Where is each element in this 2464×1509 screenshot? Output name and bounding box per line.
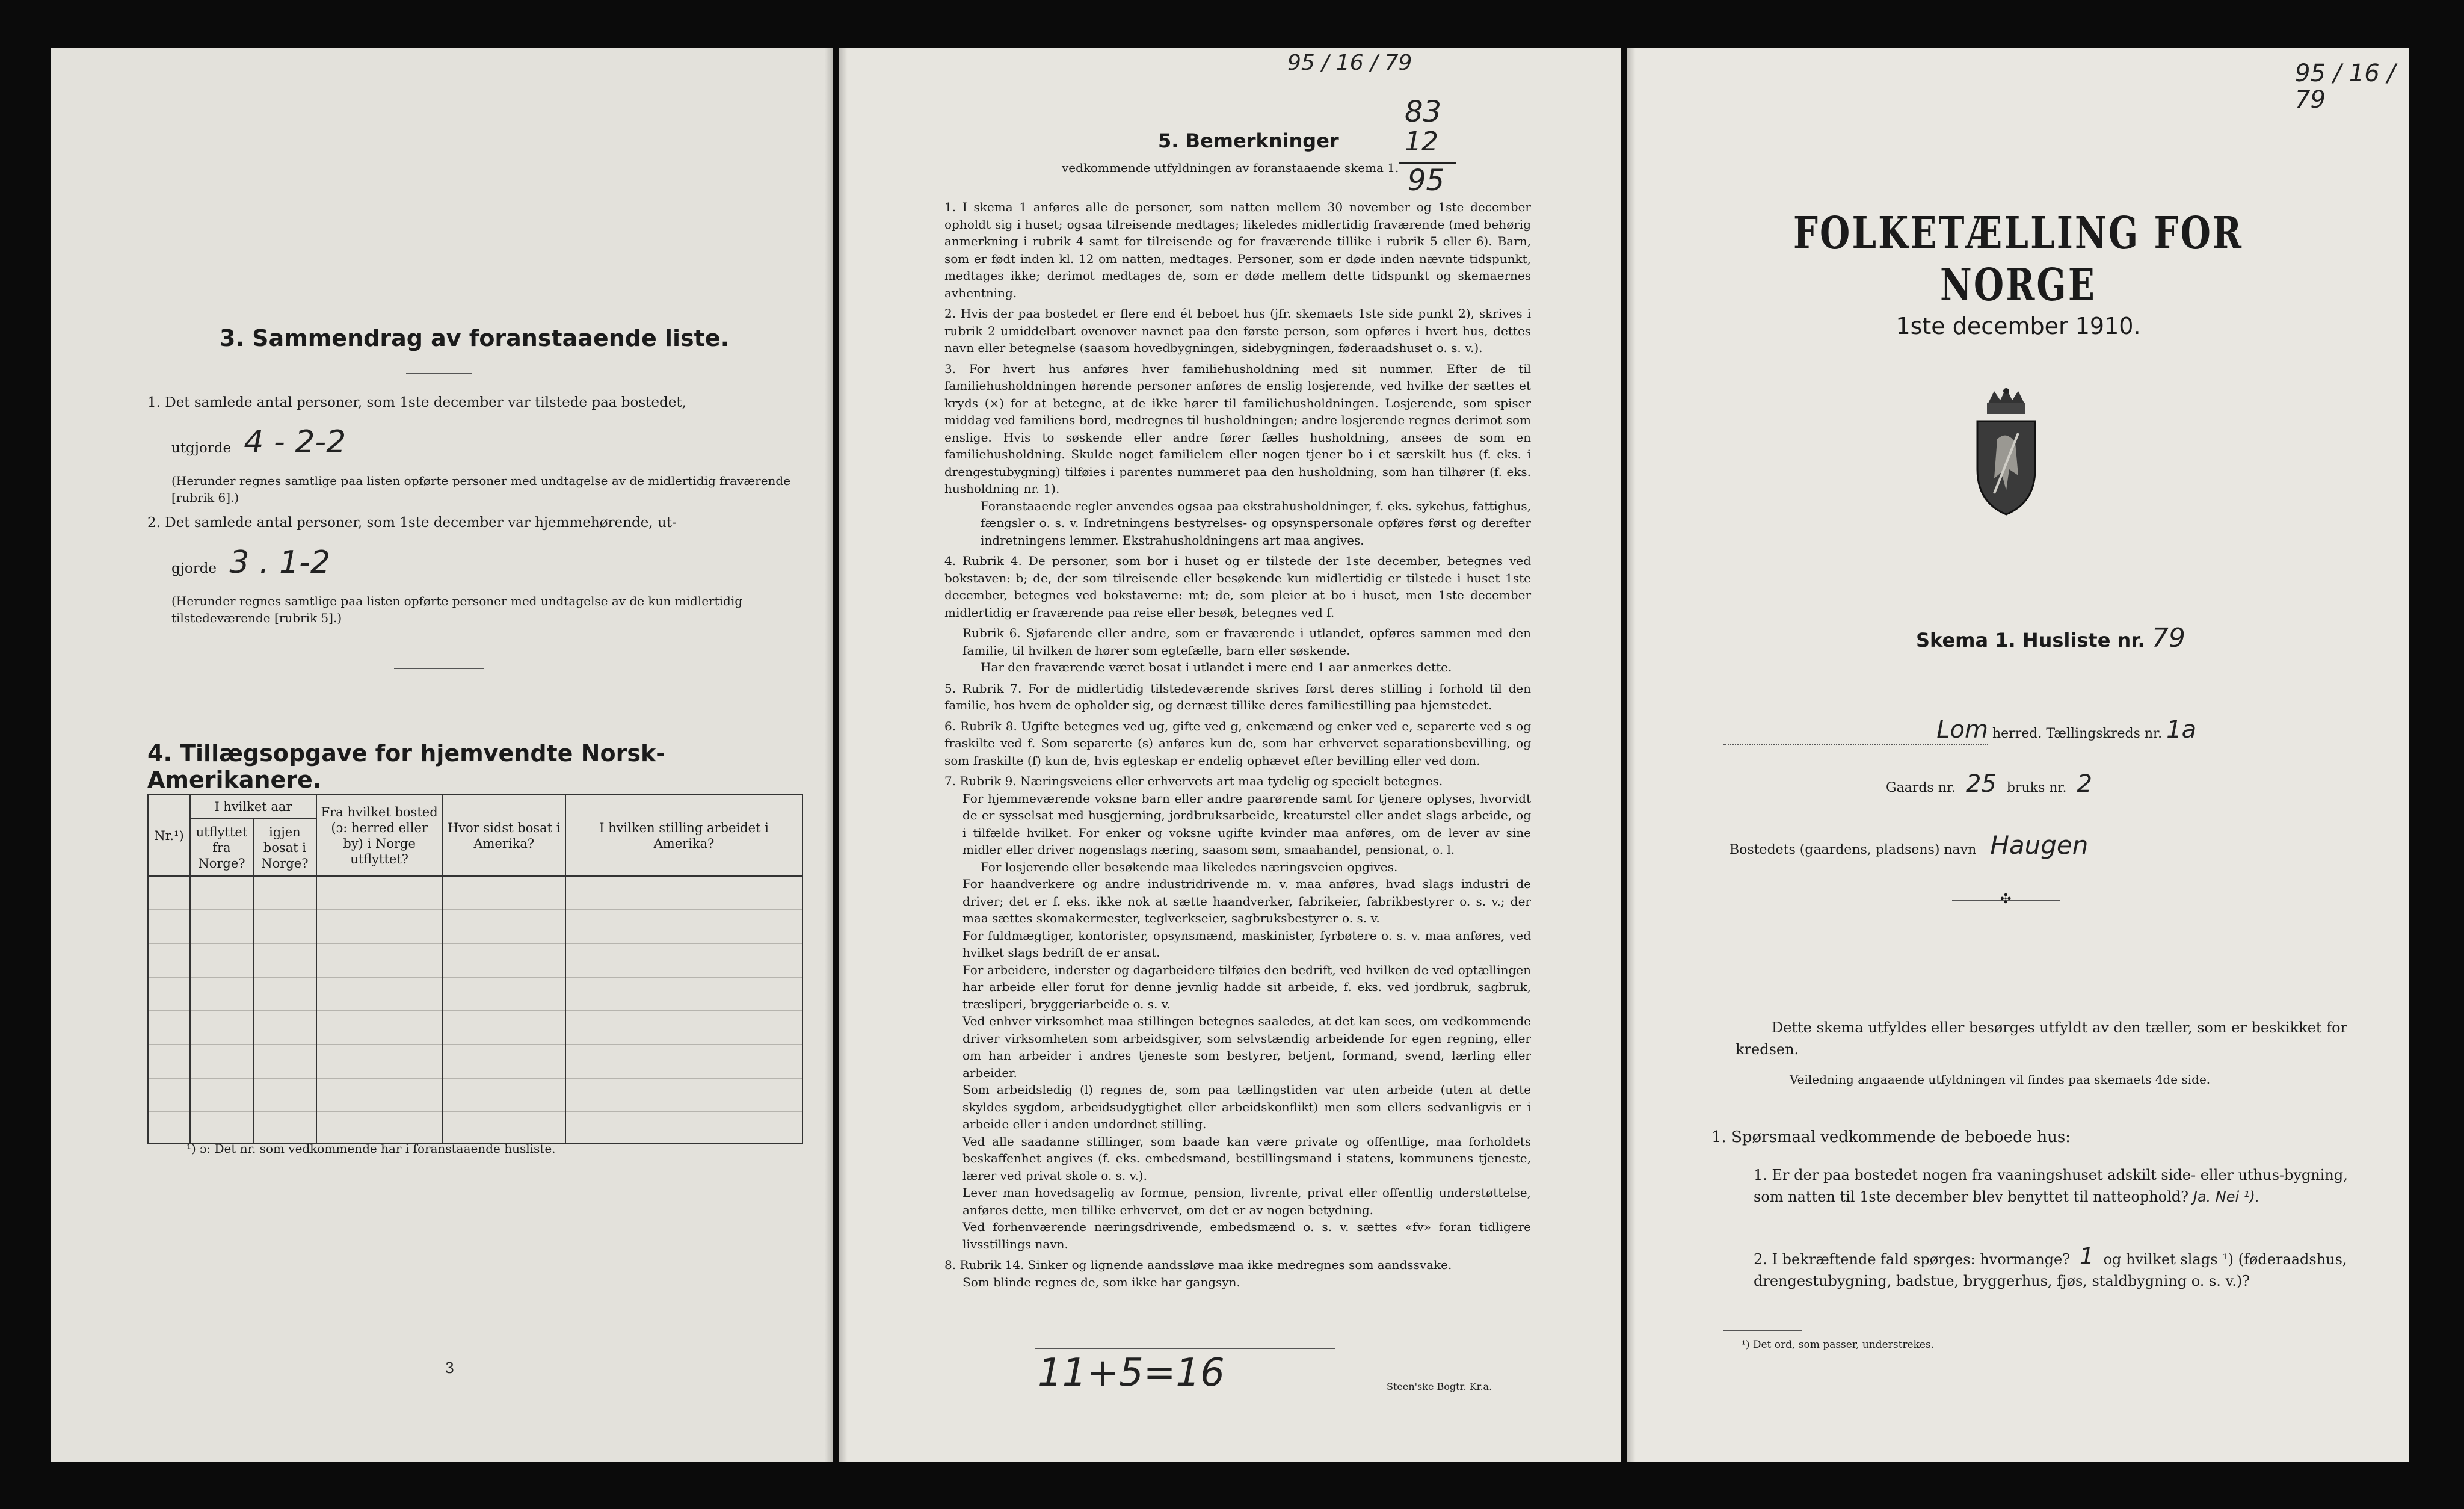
side-sum-top: 83	[1405, 95, 1442, 129]
remark-3: 3. For hvert hus anføres hver familiehusholdning med sit nummer. Efter de til familiehusholdningen hørende personer anføres de enslig losjerende, ved hvilke der sættes et kryds (×) for at betegne, at de ikke hører til familiehusholdningen. Losjerende, som spiser middag ved familiens bord, medregnes til husholdningen; andre losjerende regnes derimot som enslige. Hvis to søskende eller andre fører fælles husholdning, ansees de som en familiehusholdning. Skulde noget familielem eller nogen tjener bo i et særskilt hus (f. eks. i drengestubygning) tilføies i parentes nummeret paa den husholdning, som han tilhører (f. eks. husholdning nr. 1).	[944, 361, 1531, 496]
remark-4: 4. Rubrik 4. De personer, som bor i huset og er tilstede der 1ste december, betegnes ved bokstaven: b; de, der som tilreisende eller besøkende kun midlertidig er tilstede i huset 1ste december, betegnes ved bokstaverne: mt; de, som pleier at bo i huset, men 1ste december midlertidig er fraværende paa reise eller besøk, betegnes ved f.	[944, 554, 1531, 620]
col-header-position: I hvilken stilling arbeidet i Amerika?	[565, 795, 802, 876]
guide-note: Veiledning angaaende utfyldningen vil findes paa skemaets 4de side.	[1790, 1072, 2211, 1087]
question-1: 1. Er der paa bostedet nogen fra vaaningshuset adskilt side- eller uthus-bygning, som natten til 1ste december blev benyttet til natteophold? Ja. Nei ¹).	[1754, 1167, 2348, 1205]
remark-8-blind: Som blinde regnes de, som ikke har gangsyn.	[962, 1274, 1240, 1289]
norsk-amerikanere-table	[147, 794, 803, 1144]
question-2-count: 1	[2079, 1243, 2094, 1270]
fill-instruction: Dette skema utfyldes eller besørges utfyldt av den tæller, som er beskikket for kredsen.	[1736, 1019, 2348, 1058]
bruks-label: bruks nr.	[2006, 780, 2067, 795]
page-fold-shadow	[839, 48, 848, 1462]
item-2-line	[171, 545, 330, 581]
kreds-label: Tællingskreds nr.	[2046, 726, 2163, 741]
page-fold-shadow	[1627, 48, 1636, 1462]
remarks-title: 5. Bemerkninger	[1158, 129, 1339, 152]
question-1-answer: Ja. Nei ¹).	[2193, 1188, 2260, 1205]
col-header-year: I hvilket aar	[190, 795, 316, 819]
page-left	[51, 48, 833, 1462]
bosted-line	[1729, 830, 2088, 860]
remark-7-unemployed: Som arbeidsledig (l) regnes de, som paa tællingstiden var uten arbeide (uten at dette skyldes sygdom, arbeidsudygtighet eller arbeidskonflikt) men som ellers sedvanligvis er i arbeide eller i anden undordnet stilling.	[962, 1082, 1531, 1131]
remark-2: 2. Hvis der paa bostedet er flere end ét beboet hus (jfr. skemaets 1ste side punkt 2), skrives i rubrik 2 umiddelbart ovenover navnet paa den første person, som opføres i hvert hus, dettes navn eller betegnelse (saasom hovedbygningen, sidebygningen, føderaadshuset o. s. v.).	[944, 306, 1531, 355]
norway-coat-of-arms-icon	[1964, 385, 2048, 517]
questions-heading: 1. Spørsmaal vedkommende de beboede hus:	[1711, 1128, 2071, 1146]
remark-7-position: Ved enhver virksomhet maa stillingen betegnes saaledes, at det kan sees, om vedkommende driver virksomheten som arbeidsgiver, som selvstændig arbeidende for egen regning, eller om han arbeider i andres tjeneste som bestyrer, betjent, formand, svend, lærling eller arbeider.	[962, 1014, 1531, 1080]
remark-7: 7. Rubrik 9. Næringsveiens eller erhvervets art maa tydelig og specielt betegnes.	[944, 774, 1443, 788]
page-middle	[839, 48, 1621, 1462]
remarks-list	[944, 199, 1531, 1291]
section-3-title: 3. Sammendrag av foranstaaende liste.	[220, 325, 730, 351]
remark-7-clerks: For fuldmægtiger, kontorister, opsynsmænd, maskinister, fyrbøtere o. s. v. maa anføres, ved hvilket slags bedrift de er ansat.	[962, 928, 1531, 960]
bosted-label: Bostedets (gaardens, pladsens) navn	[1729, 842, 1977, 857]
remark-7-family: For hjemmeværende voksne barn eller andre paarørende samt for tjenere oplyses, hvorvidt de er sysselsat med husgjerning, jordbruksarbeide, kreaturstel eller andet slags arbeide, og i tilfælde hvilket. For enker og voksne ugifte kvinder maa anføres, om de lever av sine midler eller driver nogenslags næring, saasom søm, smaahandel, pensionat, o. l.	[962, 791, 1531, 857]
item-1-lead: utgjorde	[171, 440, 232, 456]
husliste-number: 79	[2151, 623, 2185, 653]
ornament-icon: ✣	[2000, 892, 2012, 907]
col-header-nr: Nr.¹)	[148, 795, 190, 876]
remark-8: 8. Rubrik 14. Sinker og lignende aandssløve maa ikke medregnes som aandssvake.	[944, 1258, 1452, 1272]
item-1-line	[171, 424, 346, 460]
kreds-value: 1a	[2166, 716, 2197, 744]
item-1-value: 4 - 2-2	[244, 424, 346, 460]
schema-line	[1916, 623, 2185, 653]
gaards-label: Gaards nr.	[1886, 780, 1956, 795]
col-header-returned: igjen bosat i Norge?	[253, 819, 316, 876]
footnote: ¹) Det ord, som passer, understrekes.	[1742, 1339, 1935, 1351]
col-header-last-place: Hvor sidst bosat i Amerika?	[442, 795, 565, 876]
remark-4-abroad: Har den fraværende været bosat i utlandet i mere end 1 aar anmerkes dette.	[981, 660, 1452, 674]
item-1-note: (Herunder regnes samtlige paa listen opførte personer med undtagelse av de midlertidig fraværende [rubrik 6].)	[171, 474, 791, 505]
side-sum-bottom: 95	[1408, 164, 1445, 197]
herred-value: Lom	[1936, 716, 1988, 744]
remark-7-former: Ved forhenværende næringsdrivende, embedsmænd o. s. v. sættes «fv» foran tidligere livsstillings navn.	[962, 1220, 1531, 1251]
bruks-value: 2	[2077, 770, 2092, 798]
remark-7-crafts: For haandverkere og andre industridrivende m. v. maa anføres, hvad slags industri de driver; det er f. eks. ikke nok at sætte haandverker, fabrikeier, fabrikbestyrer o. s. v.; der maa sættes skomakermester, teglverkseier, sagbruksbestyrer o. s. v.	[962, 877, 1531, 925]
corner-handwritten-figures: 95 / 16 / 79	[2295, 60, 2395, 114]
table-body-empty	[148, 876, 802, 1144]
remark-7-means: Lever man hovedsagelig av formue, pension, livrente, privat eller offentlig understøttelse, anføres dette, men tillike erhvervet, om det er av nogen betydning.	[962, 1185, 1531, 1217]
footnote-rule	[1723, 1330, 1802, 1331]
item-2-lead: gjorde	[171, 561, 217, 576]
remark-7-workers: For arbeidere, inderster og dagarbeidere tilføies den bedrift, ved hvilken de ved optællingen har arbeide eller forut for denne jevnlig hadde sit arbeide, f. eks. ved jordbruk, sagbruk, træsliperi, bryggeriarbeide o. s. v.	[962, 962, 1531, 1011]
item-2-text: 2. Det samlede antal personer, som 1ste december var hjemmehørende, ut-	[147, 515, 677, 531]
document-date: 1ste december 1910.	[1896, 313, 2141, 339]
col-header-from-place: Fra hvilket bosted (ɔ: herred eller by) i Norge utflyttet?	[316, 795, 443, 876]
remark-7-public: Ved alle saadanne stillinger, som baade kan være private og offentlige, maa forholdets beskaffenhet angives (f. eks. embedsmand, bestillingsmand i statens, kommunens tjeneste, lærer ved privat skole o. s. v.).	[962, 1134, 1531, 1183]
bottom-handwritten-sum: 11+5=16	[1038, 1351, 1225, 1395]
divider	[394, 668, 484, 669]
col-header-emigrated: utflyttet fra Norge?	[190, 819, 253, 876]
gaards-line	[1886, 770, 2092, 798]
gaards-value: 25	[1965, 770, 1997, 798]
schema-label: Skema 1. Husliste nr.	[1916, 629, 2145, 652]
section-4-title: 4. Tillægsopgave for hjemvendte Norsk-Amerikanere.	[147, 740, 665, 793]
remark-7-lodgers: For losjerende eller besøkende maa likeledes næringsveien opgives.	[981, 859, 1398, 874]
side-sum-mid: 12	[1405, 126, 1438, 157]
document-title: FOLKETÆLLING FOR NORGE	[1793, 208, 2244, 311]
item-2-note: (Herunder regnes samtlige paa listen opførte personer med undtagelse av de kun midlertidig tilstedeværende [rubrik 5].)	[171, 594, 743, 625]
remark-1: 1. I skema 1 anføres alle de personer, som natten mellem 30 november og 1ste december opholdt sig i huset; ogsaa tilreisende medtages; likeledes midlertidig fraværende (med behørig anmerkning i rubrik 4 samt for tilreisende og for fraværende tillike i rubrik 5 eller 6). Barn, som er født inden kl. 12 om natten, medtages. Personer, som er døde inden nævnte tidspunkt, medtages ikke; derimot medtages de, som er døde mellem dette tidspunkt og skemaernes avhentning.	[944, 200, 1531, 300]
remarks-subtitle: vedkommende utfyldningen av foranstaaende skema 1.	[1062, 161, 1399, 175]
printer-mark: Steen'ske Bogtr. Kr.a.	[1387, 1381, 1492, 1392]
bosted-value: Haugen	[1990, 830, 2089, 860]
page-number: 3	[445, 1360, 455, 1377]
item-1-text: 1. Det samlede antal personer, som 1ste december var tilstede paa bostedet,	[147, 395, 686, 410]
page-right	[1627, 48, 2409, 1462]
table-footnote: ¹) ɔ: Det nr. som vedkommende har i foranstaaende husliste.	[186, 1141, 556, 1156]
divider	[406, 373, 472, 374]
question-2: 2. I bekræftende fald spørges: hvormange? 1 og hvilket slags ¹) (føderaadshus, drengestubygning, badstue, bryggerhus, fjøs, staldbygning o. s. v.)?	[1754, 1243, 2347, 1289]
remark-3-extra: Foranstaaende regler anvendes ogsaa paa ekstrahusholdninger, f. eks. sykehus, fattighus, fængsler o. s. v. Indretningens bestyrelses- og opsynspersonale opføres først og derefter indretningens lemmer. Ekstrahusholdningens art maa angives.	[981, 498, 1531, 548]
top-handwritten-figures: 95 / 16 / 79	[1287, 51, 1412, 75]
herred-label: herred.	[1992, 726, 2042, 741]
item-2-value: 3 . 1-2	[229, 545, 330, 581]
remark-4-rubrik-6: Rubrik 6. Sjøfarende eller andre, som er fraværende i utlandet, opføres sammen med den familie, til hvilken de hører som egtefælle, barn eller søskende.	[962, 626, 1531, 658]
herred-line	[1723, 716, 2385, 745]
bottom-rule	[1035, 1348, 1335, 1349]
remark-5: 5. Rubrik 7. For de midlertidig tilstedeværende skrives først deres stilling i forhold til den familie, hos hvem de opholder sig, og dernæst tillike deres familiestilling paa hjemstedet.	[944, 680, 1531, 712]
remark-6: 6. Rubrik 8. Ugifte betegnes ved ug, gifte ved g, enkemænd og enker ved e, separerte ved s og fraskilte ved f. Som separerte (s) anføres kun de, som har erhvervet separationsbevilling, og som fraskilte (f) kun de, hvis egteskap er endelig ophævet efter bevilling eller ved dom.	[944, 718, 1531, 768]
